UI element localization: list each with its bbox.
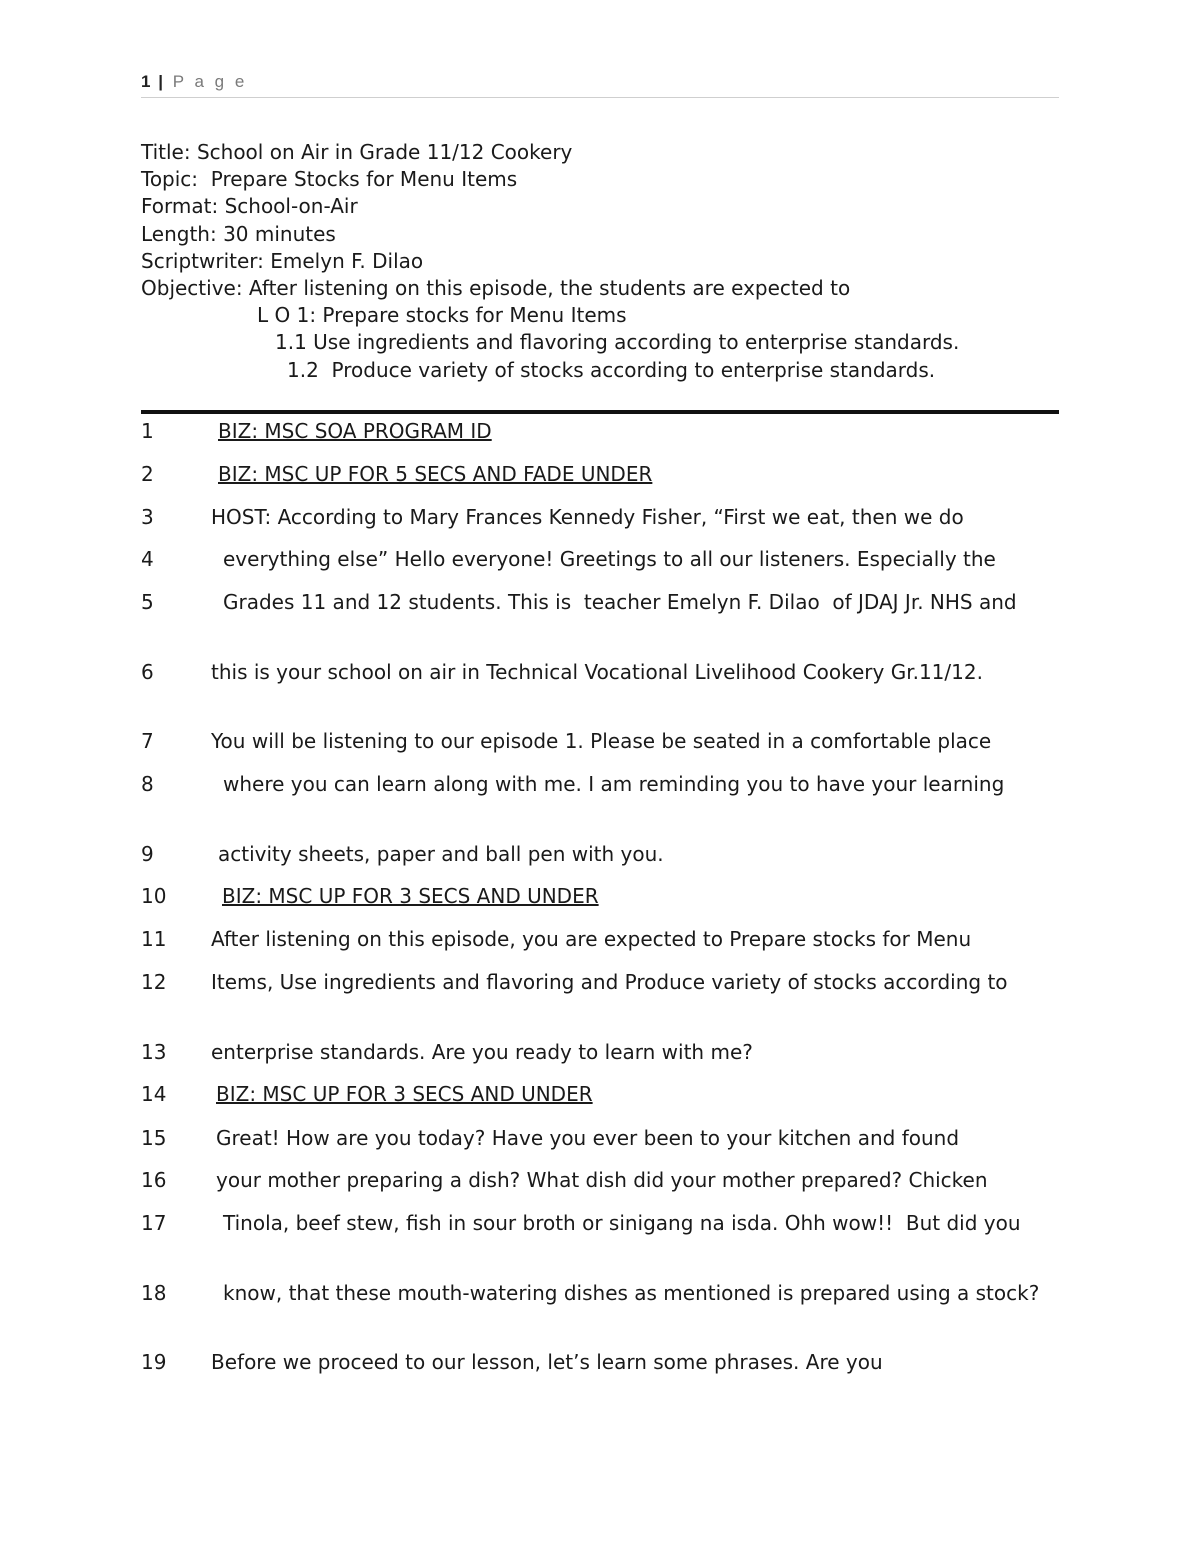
line-text: your mother preparing a dish? What dish did your mother prepared? Chicken (216, 1168, 988, 1192)
line-text: HOST: According to Mary Frances Kennedy Fisher, “First we eat, then we do (211, 505, 964, 529)
line-number: 15 (141, 1126, 167, 1150)
meta-objective: Objective: After listening on this episode, the students are expected to (141, 275, 851, 300)
meta-scriptwriter: Scriptwriter: Emelyn F. Dilao (141, 248, 424, 273)
line-number: 12 (141, 970, 167, 994)
line-number: 13 (141, 1040, 167, 1064)
line-number: 1 (141, 419, 154, 443)
line-text: Grades 11 and 12 students. This is teacher Emelyn F. Dilao of JDAJ Jr. NHS and (223, 590, 1017, 614)
line-number: 19 (141, 1350, 167, 1374)
line-number: 6 (141, 660, 154, 684)
page-label: P a g e (172, 72, 248, 91)
line-text: activity sheets, paper and ball pen with you. (218, 842, 664, 866)
script-line (141, 728, 1061, 755)
script-line (141, 1125, 1061, 1152)
objective-lo1: L O 1: Prepare stocks for Menu Items (257, 303, 627, 328)
line-text: enterprise standards. Are you ready to learn with me? (211, 1040, 753, 1064)
page-number: 1 (141, 72, 151, 91)
line-text: everything else” Hello everyone! Greetings to all our listeners. Especially the (223, 547, 996, 571)
line-number: 8 (141, 772, 154, 796)
script-line (141, 504, 1061, 531)
line-number: 16 (141, 1168, 167, 1192)
biz-cue: BIZ: MSC SOA PROGRAM ID (218, 419, 492, 443)
page-header (141, 72, 247, 92)
line-text: Great! How are you today? Have you ever been to your kitchen and found (216, 1126, 960, 1150)
line-text: Tinola, beef stew, fish in sour broth or sinigang na isda. Ohh wow!! But did you (223, 1211, 1021, 1235)
line-text: Before we proceed to our lesson, let’s learn some phrases. Are you (211, 1350, 883, 1374)
script-line (141, 461, 1061, 488)
biz-cue: BIZ: MSC UP FOR 5 SECS AND FADE UNDER (218, 462, 653, 486)
line-text: know, that these mouth-watering dishes as mentioned is prepared using a stock? (223, 1281, 1040, 1305)
script-line (141, 1039, 1061, 1066)
objective-lo1-1: 1.1 Use ingredients and flavoring according to enterprise standards. (275, 330, 960, 355)
script-line (141, 1210, 1061, 1237)
header-divider (141, 97, 1059, 98)
page-separator: | (158, 72, 164, 91)
line-number: 10 (141, 884, 167, 908)
script-line (141, 926, 1061, 953)
script-line (141, 418, 1061, 445)
line-text: After listening on this episode, you are expected to Prepare stocks for Menu (211, 927, 972, 951)
meta-format: Format: School-on-Air (141, 194, 358, 219)
line-number: 18 (141, 1281, 167, 1305)
script-line (141, 589, 1061, 616)
script-line (141, 841, 1061, 868)
section-divider (141, 410, 1059, 414)
script-line (141, 659, 1061, 686)
line-text: where you can learn along with me. I am reminding you to have your learning (223, 772, 1005, 796)
script-line (141, 771, 1061, 798)
line-text: this is your school on air in Technical Vocational Livelihood Cookery Gr.11/12. (211, 660, 983, 684)
meta-title: Title: School on Air in Grade 11/12 Cookery (141, 140, 573, 164)
line-number: 11 (141, 927, 167, 951)
biz-cue: BIZ: MSC UP FOR 3 SECS AND UNDER (222, 884, 599, 908)
line-number: 14 (141, 1082, 167, 1106)
script-line (141, 546, 1061, 573)
line-number: 17 (141, 1211, 167, 1235)
line-number: 3 (141, 505, 154, 529)
line-text: You will be listening to our episode 1. Please be seated in a comfortable place (211, 729, 992, 753)
line-number: 2 (141, 462, 154, 486)
script-line (141, 969, 1061, 996)
script-line (141, 883, 1061, 910)
meta-topic: Topic: Prepare Stocks for Menu Items (141, 167, 518, 192)
line-number: 9 (141, 842, 154, 866)
line-text: Items, Use ingredients and flavoring and Produce variety of stocks according to (211, 970, 1008, 994)
line-number: 7 (141, 729, 154, 753)
biz-cue: BIZ: MSC UP FOR 3 SECS AND UNDER (216, 1082, 593, 1106)
script-line (141, 1167, 1061, 1194)
script-line (141, 1349, 1061, 1376)
meta-length: Length: 30 minutes (141, 221, 336, 246)
script-line (141, 1280, 1061, 1307)
line-number: 4 (141, 547, 154, 571)
script-metadata (141, 139, 959, 384)
script-line (141, 1081, 1061, 1108)
line-number: 5 (141, 590, 154, 614)
objective-lo1-2: 1.2 Produce variety of stocks according to enterprise standards. (287, 357, 936, 382)
